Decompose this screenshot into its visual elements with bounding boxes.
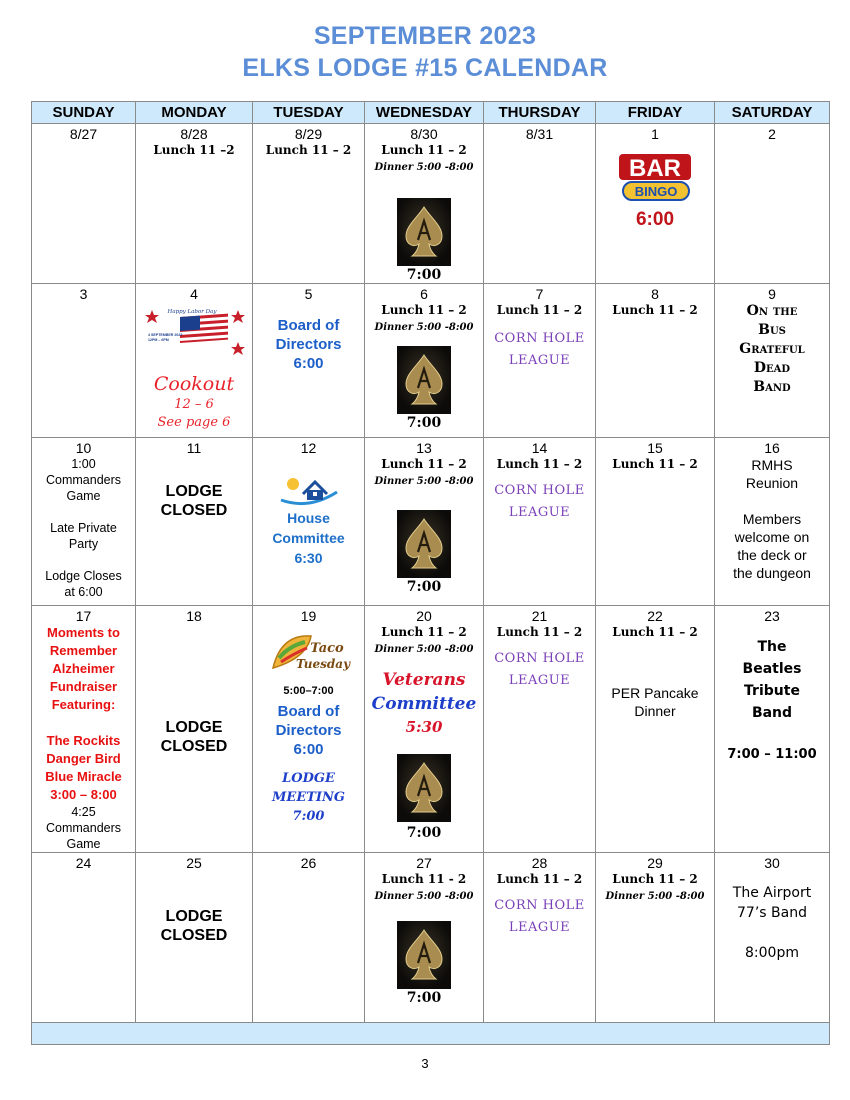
day-number: 19 <box>300 608 317 624</box>
house-committee-line1: House <box>287 510 330 526</box>
day-number: 8/28 <box>180 126 208 142</box>
svg-text:BAR: BAR <box>629 155 681 182</box>
sunday-note-line <box>32 552 135 568</box>
week-row-5 <box>32 853 830 1023</box>
day-number: 25 <box>186 855 202 871</box>
bar-bingo-logo <box>613 150 697 206</box>
dinner-event: Dinner 5:00 -8:00 <box>374 891 474 902</box>
week-row-1 <box>32 124 830 284</box>
day-number: 13 <box>416 440 432 456</box>
taco-tuesday-time: 5:00–7:00 <box>283 685 334 697</box>
fundraiser-band-line: 3:00 – 8:00 <box>50 787 117 802</box>
sunday-note-line: Game <box>66 489 101 503</box>
day-cell <box>365 124 484 284</box>
svg-text:Taco: Taco <box>309 641 344 656</box>
fundraiser-band-line: The Rockits <box>46 733 121 748</box>
day-number: 23 <box>764 608 780 624</box>
day-cell <box>32 606 136 853</box>
svg-text:BINGO: BINGO <box>634 184 678 199</box>
sunday-note-line: Lodge Closes <box>45 569 122 583</box>
day-number: 27 <box>416 855 432 871</box>
pancake-dinner-line: Dinner <box>634 703 676 719</box>
footer-bar <box>32 1023 830 1045</box>
reunion-line: welcome on <box>734 529 810 545</box>
event-time: 7:00 <box>406 579 442 595</box>
sunday-note-line: at 6:00 <box>64 585 103 599</box>
cookout-time: 12 – 6 <box>174 397 214 412</box>
ace-of-spades-icon <box>397 346 451 414</box>
lodge-closed-line2: CLOSED <box>160 927 228 944</box>
day-number: 15 <box>647 440 663 456</box>
day-cell <box>32 284 136 438</box>
bingo-time: 6:00 <box>635 209 675 230</box>
lunch-event: Lunch 11 – 2 <box>381 143 467 157</box>
cookout-page-ref: See page 6 <box>157 415 231 430</box>
svg-text:Happy Labor Day: Happy Labor Day <box>167 309 217 315</box>
corn-hole-line2: LEAGUE <box>508 353 571 368</box>
reunion-line: Reunion <box>745 475 799 491</box>
day-number: 8/31 <box>525 126 554 142</box>
board-of-directors-line1: Board of <box>277 703 340 720</box>
board-of-directors-line2: Directors <box>275 336 342 353</box>
day-number: 4 <box>190 286 198 302</box>
day-number: 18 <box>186 608 202 624</box>
corn-hole-line1: CORN HOLE <box>494 331 585 346</box>
bus-band-line: Grateful <box>739 341 805 357</box>
lunch-event: Lunch 11 – 2 <box>496 625 583 639</box>
bus-band-line: On the <box>746 303 798 319</box>
day-cell <box>365 438 484 606</box>
lunch-event: Lunch 11 - 2 <box>381 872 467 886</box>
day-number: 6 <box>420 286 428 302</box>
day-cell <box>715 606 830 853</box>
calendar-title-month: SEPTEMBER 2023 <box>313 22 537 50</box>
lodge-closed-line1: LODGE <box>165 908 223 925</box>
day-cell <box>484 853 596 1023</box>
ace-of-spades-icon <box>397 754 451 822</box>
day-cell <box>136 438 253 606</box>
lunch-event: Lunch 11 – 2 <box>496 457 583 471</box>
day-number: 8 <box>651 286 659 302</box>
ace-of-spades-icon <box>397 198 451 266</box>
cookout-label: Cookout <box>153 373 235 395</box>
day-number: 17 <box>75 608 92 624</box>
weekday-sunday: SUNDAY <box>32 102 136 124</box>
day-number: 30 <box>764 855 780 871</box>
lunch-event: Lunch 11 – 2 <box>612 303 698 317</box>
corn-hole-line1: CORN HOLE <box>494 651 585 666</box>
day-number: 7 <box>535 286 544 302</box>
sunday-note-line: Commanders <box>45 473 122 487</box>
svg-text:12PM – 6PM: 12PM – 6PM <box>148 338 169 342</box>
day-cell <box>715 853 830 1023</box>
corn-hole-line2: LEAGUE <box>508 920 571 935</box>
day-number: 21 <box>531 608 548 624</box>
veterans-committee-line2: Committee <box>371 694 477 714</box>
lunch-event: Lunch 11 – 2 <box>381 625 467 639</box>
lunch-event: Lunch 11 – 2 <box>496 872 583 886</box>
day-cell <box>136 853 253 1023</box>
day-number: 29 <box>647 855 663 871</box>
corn-hole-line2: LEAGUE <box>508 673 571 688</box>
day-cell <box>596 284 715 438</box>
day-number: 24 <box>75 855 92 871</box>
day-number: 8/30 <box>410 126 438 142</box>
lunch-event: Lunch 11 – 2 <box>381 303 467 317</box>
beatles-band-line: Tribute <box>744 683 800 699</box>
day-number: 9 <box>768 286 776 302</box>
day-cell <box>253 438 365 606</box>
reunion-line <box>715 492 829 510</box>
lunch-event: Lunch 11 – 2 <box>612 872 698 886</box>
fundraiser-line: Alzheimer <box>52 661 115 676</box>
day-cell <box>484 124 596 284</box>
day-cell <box>365 284 484 438</box>
sunday-note-line <box>32 504 135 520</box>
day-cell <box>32 853 136 1023</box>
lodge-closed-line2: CLOSED <box>160 502 228 519</box>
week-row-2 <box>32 284 830 438</box>
bus-band-line: Band <box>753 379 791 395</box>
weekday-friday: FRIDAY <box>596 102 715 124</box>
event-time: 7:00 <box>406 415 442 431</box>
dinner-event: Dinner 5:00 -8:00 <box>374 476 474 487</box>
ace-of-spades-icon <box>397 921 451 989</box>
board-of-directors-time: 6:00 <box>293 741 324 758</box>
fundraiser-line: Fundraiser <box>49 679 118 694</box>
week-row-4 <box>32 606 830 853</box>
weekday-saturday: SATURDAY <box>715 102 830 124</box>
dinner-event: Dinner 5:00 -8:00 <box>374 644 474 655</box>
day-number: 22 <box>647 608 663 624</box>
reunion-line: the dungeon <box>733 565 811 581</box>
day-number: 14 <box>531 440 548 456</box>
bus-band-line: Bus <box>758 322 786 338</box>
fundraiser-line: Featuring: <box>51 697 116 712</box>
board-of-directors-line1: Board of <box>277 317 340 334</box>
lodge-closed-line2: CLOSED <box>160 738 228 755</box>
day-number: 16 <box>764 440 780 456</box>
commanders-game-line: Commanders <box>45 821 122 835</box>
day-cell <box>32 438 136 606</box>
lodge-meeting-line: 7:00 <box>292 809 325 824</box>
commanders-game-line: Game <box>66 837 101 851</box>
corn-hole-line1: CORN HOLE <box>494 898 585 913</box>
house-committee-line2: Committee <box>272 530 345 546</box>
reunion-line: Members <box>742 511 802 527</box>
commanders-game-line: 4:25 <box>71 805 96 819</box>
calendar-title-lodge: ELKS LODGE #15 CALENDAR <box>242 54 608 82</box>
day-cell <box>136 124 253 284</box>
sunday-note-line: Late Private <box>50 521 117 535</box>
dinner-event: Dinner 5:00 -8:00 <box>374 322 474 333</box>
svg-text:Tuesday: Tuesday <box>295 657 350 671</box>
lodge-meeting-line: MEETING <box>272 790 345 805</box>
fundraiser-line: Moments to <box>47 625 120 640</box>
day-cell <box>136 606 253 853</box>
day-number: 3 <box>79 286 88 302</box>
day-cell <box>596 124 715 284</box>
corn-hole-line1: CORN HOLE <box>494 483 585 498</box>
lunch-event: Lunch 11 – 2 <box>265 143 352 157</box>
day-cell <box>253 853 365 1023</box>
lunch-event: Lunch 11 – 2 <box>381 457 467 471</box>
day-cell <box>32 124 136 284</box>
day-cell <box>596 438 715 606</box>
footer-row <box>32 1023 830 1045</box>
day-number: 12 <box>300 440 317 456</box>
day-number: 5 <box>304 286 313 302</box>
day-cell <box>253 284 365 438</box>
airport-band-line: 77’s Band <box>737 905 807 921</box>
veterans-committee-time: 5:30 <box>405 718 443 736</box>
day-cell <box>484 438 596 606</box>
page-number: 3 <box>421 1056 429 1071</box>
beatles-band-time: 7:00 – 11:00 <box>727 747 817 762</box>
board-of-directors-line2: Directors <box>275 722 342 739</box>
airport-band-line: The Airport <box>732 885 812 901</box>
day-number: 10 <box>75 440 92 456</box>
lodge-closed-line1: LODGE <box>165 719 223 736</box>
day-cell <box>596 853 715 1023</box>
day-cell <box>253 606 365 853</box>
lunch-event: Lunch 11 –2 <box>153 143 235 157</box>
day-number: 8/29 <box>294 126 323 142</box>
weekday-thursday: THURSDAY <box>484 102 596 124</box>
beatles-band-line: Band <box>751 705 793 721</box>
week-row-3 <box>32 438 830 606</box>
airport-band-time: 8:00pm <box>745 945 799 961</box>
house-icon <box>277 470 341 508</box>
day-cell <box>484 284 596 438</box>
corn-hole-line2: LEAGUE <box>508 505 571 520</box>
lodge-closed-line1: LODGE <box>165 483 223 500</box>
day-cell <box>365 606 484 853</box>
fundraiser-band-line: Blue Miracle <box>45 769 122 784</box>
day-number: 20 <box>416 608 432 624</box>
weekday-wednesday: WEDNESDAY <box>365 102 484 124</box>
weekday-monday: MONDAY <box>136 102 253 124</box>
day-number: 1 <box>651 126 659 142</box>
labor-day-flag-image <box>142 304 246 360</box>
day-cell <box>715 438 830 606</box>
reunion-line: RMHS <box>751 457 793 473</box>
lunch-event: Lunch 11 – 2 <box>496 303 583 317</box>
event-time: 7:00 <box>406 267 442 283</box>
weekday-header-row <box>32 102 830 124</box>
dinner-event: Dinner 5:00 -8:00 <box>374 162 474 173</box>
board-of-directors-time: 6:00 <box>293 355 324 372</box>
bus-band-line: Dead <box>753 360 791 376</box>
day-cell <box>715 124 830 284</box>
day-cell <box>253 124 365 284</box>
event-time: 7:00 <box>406 990 442 1006</box>
dinner-event: Dinner 5:00 -8:00 <box>605 891 705 902</box>
weekday-tuesday: TUESDAY <box>253 102 365 124</box>
day-cell <box>365 853 484 1023</box>
taco-tuesday-icon <box>267 628 351 680</box>
fundraiser-band-line: Danger Bird <box>46 751 121 766</box>
day-cell <box>484 606 596 853</box>
day-number: 11 <box>186 440 202 456</box>
day-cell <box>715 284 830 438</box>
calendar-table <box>31 101 830 1045</box>
event-time: 7:00 <box>406 825 442 841</box>
veterans-committee-line1: Veterans <box>382 670 466 690</box>
day-cell <box>596 606 715 853</box>
day-cell <box>136 284 253 438</box>
svg-text:4 SEPTEMBER 2023: 4 SEPTEMBER 2023 <box>148 333 183 337</box>
lunch-event: Lunch 11 – 2 <box>612 457 698 471</box>
day-number: 8/27 <box>69 126 98 142</box>
sunday-note-line: Party <box>68 537 99 551</box>
pancake-dinner-line: PER Pancake <box>611 685 699 701</box>
day-number: 2 <box>768 126 776 142</box>
day-number: 26 <box>300 855 317 871</box>
lodge-meeting-line: LODGE <box>282 771 335 786</box>
fundraiser-line: Remember <box>49 643 118 658</box>
beatles-band-line: Beatles <box>742 661 802 677</box>
ace-of-spades-icon <box>397 510 451 578</box>
sunday-note-line: 1:00 <box>71 457 96 471</box>
beatles-band-line: The <box>757 639 787 655</box>
lunch-event: Lunch 11 – 2 <box>612 625 698 639</box>
house-committee-time: 6:30 <box>294 550 323 566</box>
day-number: 28 <box>531 855 548 871</box>
reunion-line: the deck or <box>737 547 807 563</box>
